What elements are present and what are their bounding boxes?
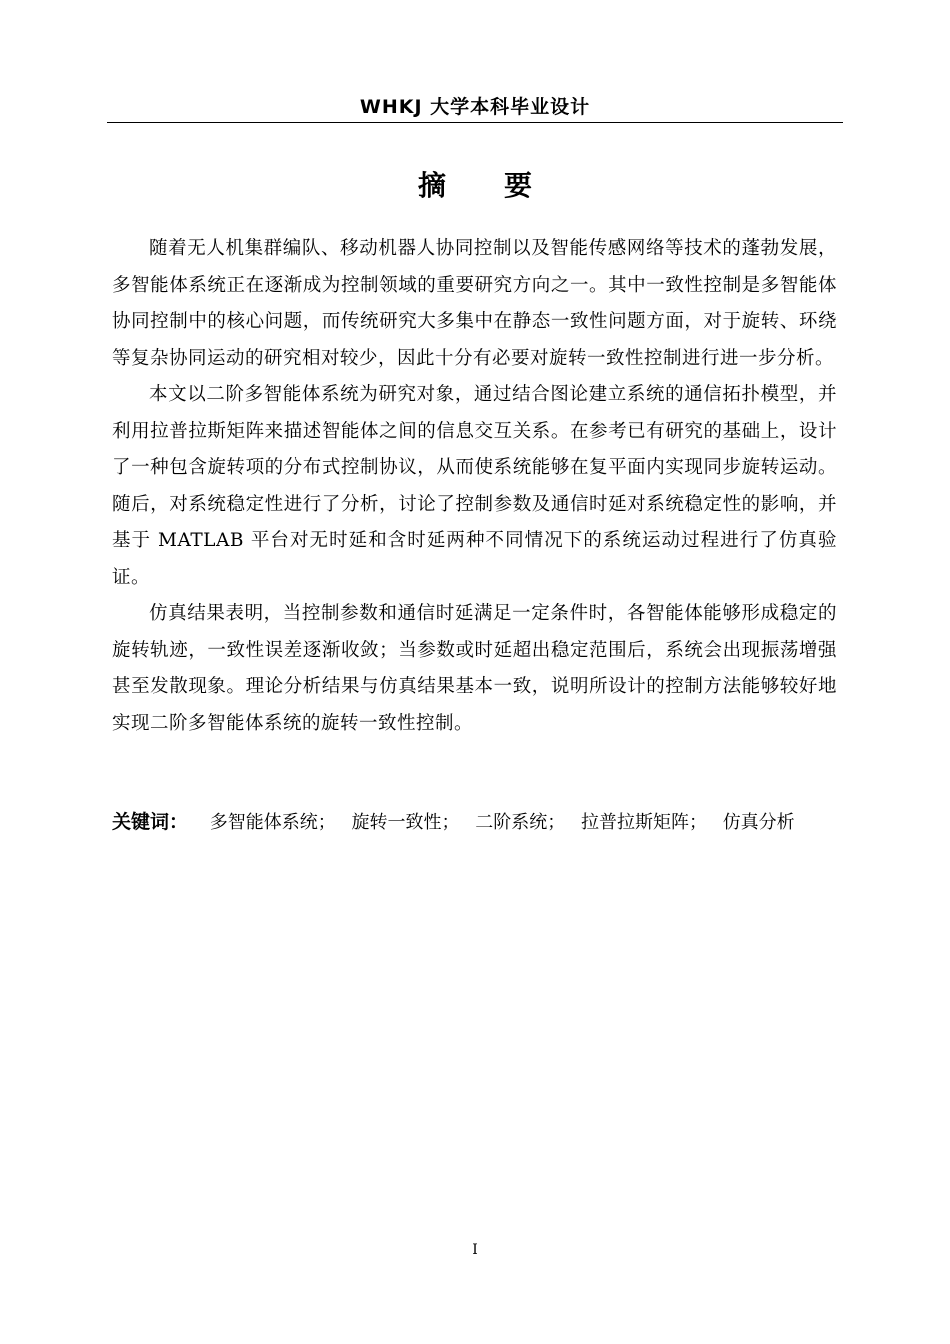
keywords-label: 关键词：: [112, 811, 189, 833]
header-title: WHKJ 大学本科毕业设计: [359, 96, 591, 118]
abstract-paragraph-2: 本文以二阶多智能体系统为研究对象，通过结合图论建立系统的通信拓扑模型，并利用拉普拉斯矩阵来描述智能体之间的信息交互关系。在参考已有研究的基础上，设计了一种包含旋转项的分布式控制协议，从而使系统能够在复平面内实现同步旋转运动。随后，对系统稳定性进行了分析，讨论了控制参数及通信时延对系统稳定性的影响，并基于 MATLAB 平台对无时延和含时延两种不同情况下的系统运动过程进行了仿真验证。: [112, 384, 837, 588]
abstract-paragraph-1: 随着无人机集群编队、移动机器人协同控制以及智能传感网络等技术的蓬勃发展，多智能体系统正在逐渐成为控制领域的重要研究方向之一。其中一致性控制是多智能体协同控制中的核心问题，而传统研究大多集中在静态一致性问题方面，对于旋转、环绕等复杂协同运动的研究相对较少，因此十分有必要对旋转一致性控制进行进一步分析。: [112, 238, 837, 369]
abstract-body: [112, 231, 837, 742]
keyword-item: 二阶系统；: [475, 812, 566, 833]
page-header: [107, 92, 843, 123]
keywords-line: [112, 806, 837, 839]
keyword-item: 拉普拉斯矩阵；: [580, 812, 707, 833]
keyword-item: 多智能体系统；: [209, 812, 336, 833]
abstract-title: 摘要: [417, 169, 590, 202]
keyword-item: 旋转一致性；: [351, 812, 460, 833]
keyword-item: 仿真分析: [722, 812, 795, 833]
abstract-paragraph-3: 仿真结果表明，当控制参数和通信时延满足一定条件时，各智能体能够形成稳定的旋转轨迹，一致性误差逐渐收敛；当参数或时延超出稳定范围后，系统会出现振荡增强甚至发散现象。理论分析结果与仿真结果基本一致，说明所设计的控制方法能够较好地实现二阶多智能体系统的旋转一致性控制。: [112, 603, 837, 734]
page-number: I: [472, 1242, 478, 1258]
